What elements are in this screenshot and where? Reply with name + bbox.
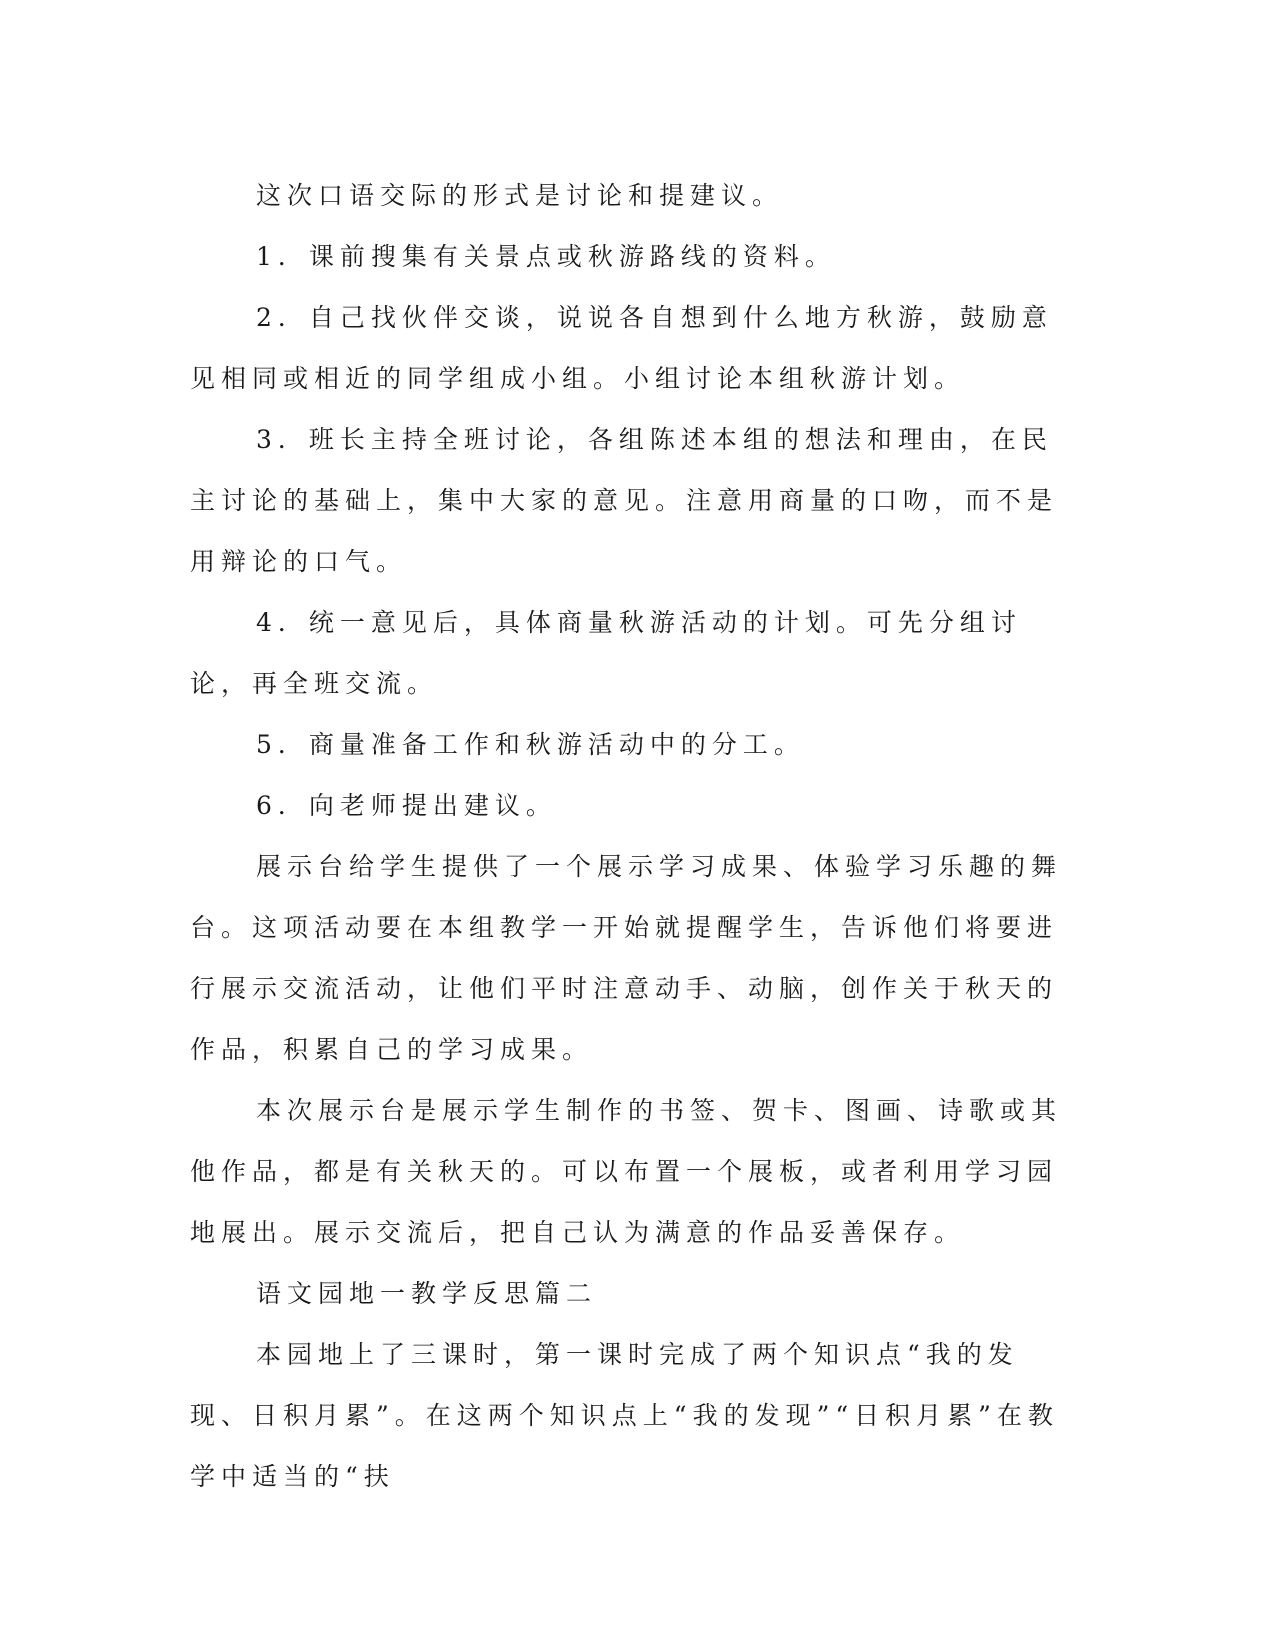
section-heading: 语文园地一教学反思篇二: [256, 1279, 598, 1308]
paragraph-step-1: 1．课前搜集有关景点或秋游路线的资料。: [256, 242, 836, 271]
paragraph-step-5: 5．商量准备工作和秋游活动中的分工。: [256, 730, 805, 759]
paragraph-reflection: 本园地上了三课时，第一课时完成了两个知识点“我的发现、日积月累”。在这两个知识点上“我的发现”“日积月累”在教学中适当的“扶: [190, 1340, 1059, 1491]
paragraph-intro: 这次口语交际的形式是讨论和提建议。: [256, 181, 784, 210]
document-body: [190, 165, 1072, 1507]
paragraph-showcase-detail: 本次展示台是展示学生制作的书签、贺卡、图画、诗歌或其他作品，都是有关秋天的。可以布置一个展板，或者利用学习园地展出。展示交流后，把自己认为满意的作品妥善保存。: [190, 1096, 1063, 1247]
paragraph-showcase: 展示台给学生提供了一个展示学习成果、体验学习乐趣的舞台。这项活动要在本组教学一开始就提醒学生，告诉他们将要进行展示交流活动，让他们平时注意动手、动脑，创作关于秋天的作品，积累自己的学习成果。: [190, 852, 1063, 1064]
paragraph-step-2: 2．自己找伙伴交谈，说说各自想到什么地方秋游，鼓励意见相同或相近的同学组成小组。小组讨论本组秋游计划。: [190, 303, 1053, 393]
paragraph-step-3: 3．班长主持全班讨论，各组陈述本组的想法和理由，在民主讨论的基础上，集中大家的意见。注意用商量的口吻，而不是用辩论的口气。: [190, 425, 1059, 576]
paragraph-step-6: 6．向老师提出建议。: [256, 791, 557, 820]
paragraph-step-4: 4．统一意见后，具体商量秋游活动的计划。可先分组讨论，再全班交流。: [190, 608, 1022, 698]
